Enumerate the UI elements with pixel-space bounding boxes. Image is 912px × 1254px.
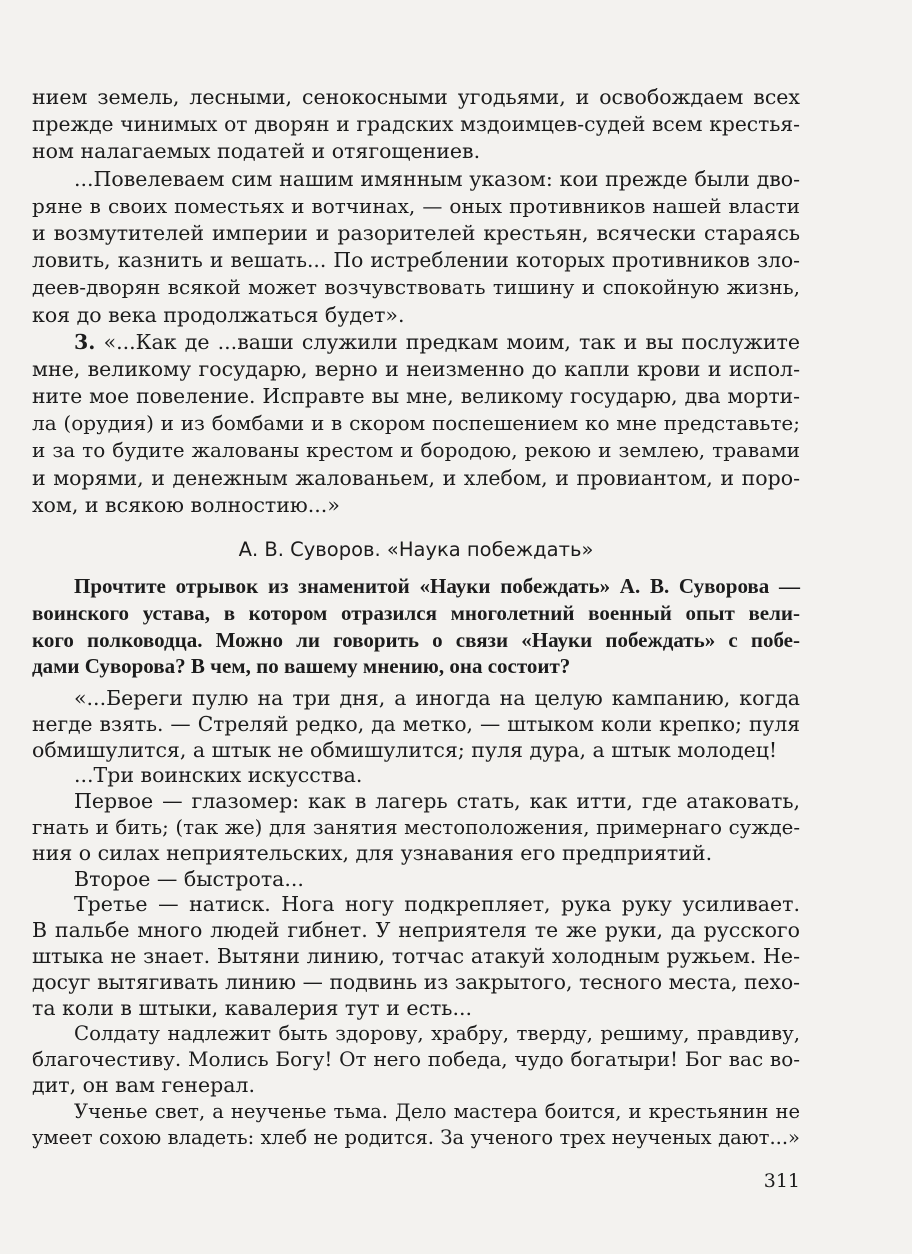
text-line: дами Суворова? В чем, по вашему мнению, она состоит? bbox=[32, 654, 571, 679]
text-line: Прочтите отрывок из знаменитой «Науки побеждать» А. В. Суворова — bbox=[74, 574, 800, 598]
text-line: Второе — быстрота... bbox=[74, 866, 304, 891]
text-line: ...Три воинских искусства. bbox=[74, 763, 363, 788]
text-line: хом, и всякою волностию...» bbox=[32, 492, 340, 517]
text-line: мне, великому государю, верно и неизменно до капли крови и испол- bbox=[32, 356, 800, 381]
task-instructions bbox=[32, 573, 800, 680]
text-line: В пальбе много людей гибнет. У неприятеля те же руки, да русского bbox=[32, 918, 800, 943]
section-title: А. В. Суворов. «Наука побеждать» bbox=[238, 538, 594, 561]
text-line: деев-дворян всякой может возчувствовать тишину и спокойную жизнь, bbox=[32, 275, 800, 300]
text-line: Третье — натиск. Нога ногу подкрепляет, рука руку усиливает. bbox=[74, 892, 800, 917]
suvorov-quote-text bbox=[32, 686, 800, 1150]
text-line: ном налагаемых податей и отягощениев. bbox=[32, 139, 481, 164]
text-line: «...Береги пулю на три дня, а иногда на целую кампанию, когда bbox=[74, 686, 800, 710]
text-line: гнать и бить; (так же) для занятия местоположения, примернаго сужде- bbox=[32, 815, 800, 839]
text-fragment: «...Как де ...ваши служили предкам моим, так и вы послужите bbox=[103, 329, 800, 354]
text-line: ла (орудия) и из бомбами и в скором поспешением ко мне представьте; bbox=[32, 411, 800, 436]
text-line: негде взять. — Стреляй редко, да метко, — штыком коли крепко; пуля bbox=[32, 711, 800, 736]
text-line: и морями, и денежным жалованьем, и хлебом, и провиантом, и поро- bbox=[32, 465, 800, 490]
text-line: ловить, казнить и вешать... По истреблении которых противников зло- bbox=[32, 248, 800, 273]
text-line: досуг вытягивать линию — подвинь из закрытого, тесного места, пехо- bbox=[32, 969, 800, 994]
text-line: штыка не знает. Вытяни линию, тотчас атакуй холодным ружьем. Не- bbox=[32, 943, 800, 968]
item-number: 3. bbox=[74, 329, 96, 354]
text-line: благочестиву. Молись Богу! От него победа, чудо богатыри! Бог вас во- bbox=[32, 1047, 800, 1072]
pugachev-manifesto-text bbox=[32, 84, 800, 519]
text-line: Солдату надлежит быть здорову, храбру, тверду, решиму, правдиву, bbox=[74, 1022, 800, 1046]
text-line: умеет сохою владеть: хлеб не родится. За ученого трех неученых дают...» bbox=[32, 1125, 800, 1149]
text-line: Первое — глазомер: как в лагерь стать, как итти, где атаковать, bbox=[74, 789, 800, 814]
text-line: коя до века продолжаться будет». bbox=[32, 302, 405, 327]
text-line: та коли в штыки, кавалерия тут и есть... bbox=[32, 995, 473, 1020]
text-line: ...Повелеваем сим нашим имянным указом: кои прежде были дво- bbox=[74, 166, 800, 191]
text-line: и возмутителей империи и разорителей крестьян, всячески стараясь bbox=[32, 220, 800, 245]
text-line: прежде чинимых от дворян и градских мздоимцев-судей всем крестья- bbox=[32, 112, 800, 137]
text-line: и за то будите жалованы крестом и бородою, рекою и землею, травами bbox=[32, 438, 800, 463]
text-line: Ученье свет, а неученье тьма. Дело мастера боится, и крестьянин не bbox=[74, 1099, 800, 1123]
text-line: ния о силах неприятельских, для узнавания его предприятий. bbox=[32, 840, 713, 865]
text-line: кого полководца. Можно ли говорить о связи «Науки побеждать» с побе- bbox=[32, 627, 800, 652]
text-line bbox=[32, 329, 800, 356]
page-number: 311 bbox=[763, 1170, 800, 1192]
text-line: ряне в своих поместьях и вотчинах, — оных противников нашей власти bbox=[32, 193, 800, 218]
text-line: нием земель, лесными, сенокосными угодьями, и освобождаем всех bbox=[32, 85, 800, 109]
text-line: воинского устава, в котором отразился многолетний военный опыт вели- bbox=[32, 600, 800, 625]
text-line: обмишулится, а штык не обмишулится; пуля дура, а штык молодец! bbox=[32, 737, 778, 762]
text-line: дит, он вам генерал. bbox=[32, 1072, 255, 1097]
text-line: ните мое повеление. Исправте вы мне, великому государю, два морти- bbox=[32, 384, 800, 409]
